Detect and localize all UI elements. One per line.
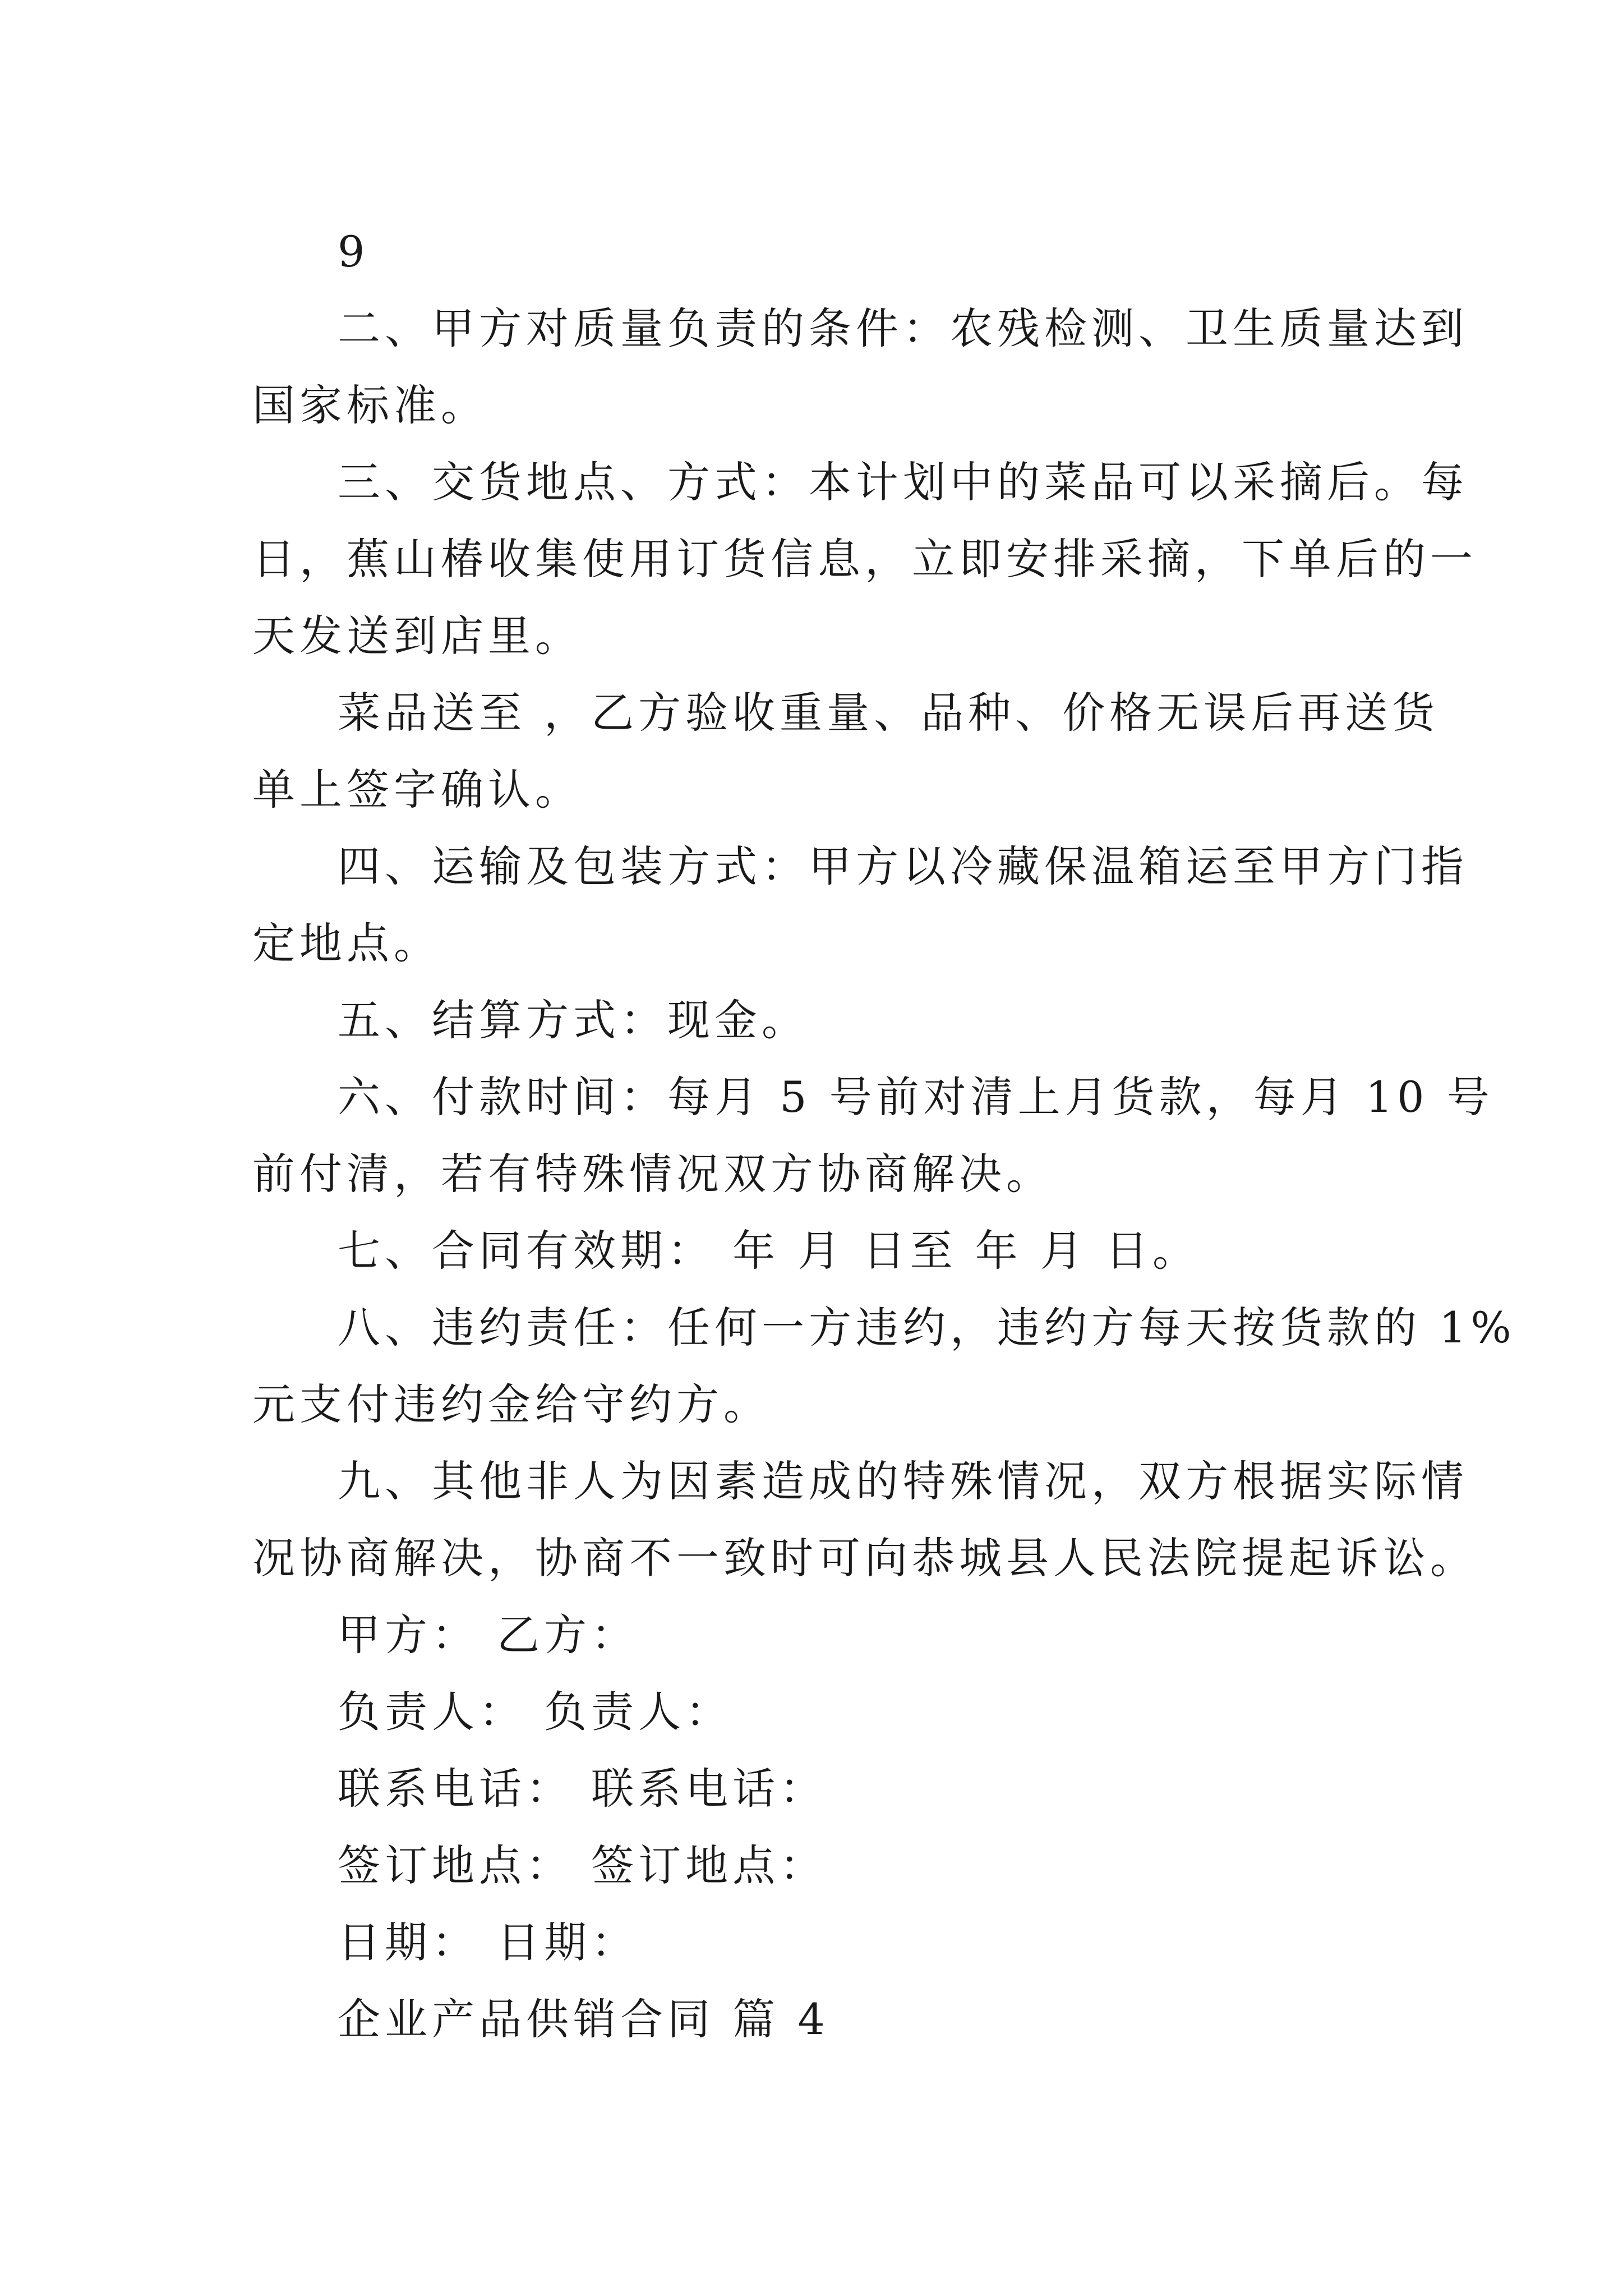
clause-3-line-1: 三、交货地点、方式：本计划中的菜品可以采摘后。每	[338, 457, 1468, 507]
clause-2-line-2: 国家标准。	[252, 380, 488, 430]
page-number-line: 9	[338, 227, 370, 277]
clause-3-line-3: 天发送到店里。	[252, 611, 582, 661]
delivery-check-line-1: 菜品送至 ，乙方验收重量、品种、价格无误后再送货	[338, 688, 1440, 738]
clause-4-line-2: 定地点。	[252, 918, 441, 968]
clause-5-line: 五、结算方式：现金。	[338, 995, 809, 1045]
clause-9-line-1: 九、其他非人为因素造成的特殊情况，双方根据实际情	[338, 1456, 1468, 1506]
delivery-check-line-2: 单上签字确认。	[252, 765, 582, 815]
clause-2-line-1: 二、甲方对质量负责的条件：农残检测、卫生质量达到	[338, 303, 1468, 353]
signature-date-line: 日期： 日期：	[338, 1917, 639, 1967]
clause-9-line-2: 况协商解决，协商不一致时可向恭城县人民法院提起诉讼。	[252, 1533, 1477, 1583]
next-section-heading: 企业产品供销合同 篇 4	[338, 1994, 829, 2044]
signature-responsible-line: 负责人： 负责人：	[338, 1687, 733, 1737]
signature-party-line: 甲方： 乙方：	[338, 1610, 639, 1660]
document-body	[252, 213, 1516, 2058]
clause-8-line-2: 元支付违约金给守约方。	[252, 1379, 771, 1429]
clause-7-line: 七、合同有效期： 年 月 日至 年 月 日。	[338, 1226, 1200, 1276]
clause-6-line-2: 前付清，若有特殊情况双方协商解决。	[252, 1149, 1053, 1199]
clause-8-line-1: 八、违约责任：任何一方违约，违约方每天按货款的 1%	[338, 1303, 1516, 1352]
signature-place-line: 签订地点： 签订地点：	[338, 1841, 827, 1890]
signature-phone-line: 联系电话： 联系电话：	[338, 1764, 827, 1814]
clause-4-line-1: 四、运输及包装方式：甲方以冷藏保温箱运至甲方门指	[338, 841, 1468, 891]
clause-3-line-2: 日，蕉山椿收集使用订货信息，立即安排采摘，下单后的一	[252, 534, 1477, 584]
clause-6-line-1: 六、付款时间：每月 5 号前对清上月货款，每月 10 号	[338, 1072, 1494, 1122]
